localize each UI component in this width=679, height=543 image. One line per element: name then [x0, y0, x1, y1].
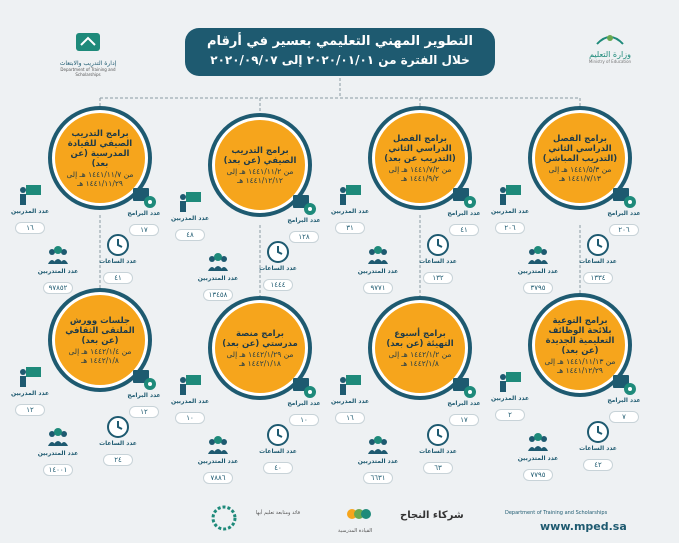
stat-label: عدد المدربين — [490, 395, 530, 402]
stat-trainers — [168, 372, 212, 424]
stat-label: عدد المتدربين — [197, 275, 239, 282]
stat-trainers — [8, 182, 52, 234]
stat-hours — [576, 232, 620, 284]
program-title: جلسات وورش الملتقى الثقافي (عن بعد) — [65, 315, 135, 346]
stat-value: ٧ — [609, 411, 639, 423]
stat-programs — [122, 184, 166, 236]
stat-trainers — [8, 364, 52, 416]
program-title: برامج الفصل الدراسي الثاني (التدريب المباشر) — [542, 133, 618, 164]
stat-label: عدد المتدربين — [517, 455, 559, 462]
stat-value: ٣٧٩٥ — [523, 282, 553, 294]
stat-value: ٦٣ — [423, 462, 453, 474]
stat-trainers — [488, 182, 532, 234]
stat-value: ٩٧٨٥٢ — [43, 282, 73, 294]
stat-value: ١٧ — [449, 414, 479, 426]
stat-value: ٤٠ — [263, 462, 293, 474]
trainers-icon — [497, 182, 523, 208]
stat-value: ١٦ — [15, 222, 45, 234]
trainees-icon — [525, 429, 551, 455]
trainers-icon — [177, 372, 203, 398]
footer-dept: Department of Training and Scholarships — [505, 510, 608, 516]
page-subtitle: خلال الفترة من ٢٠٢٠/٠١/٠١ إلى ٢٠٢٠/٠٩/٠٧ — [210, 53, 470, 67]
stat-label: عدد الساعات — [259, 448, 297, 455]
program-dates: من ١٤٤١/٧/٢ هـ إلى ١٤٤١/٩/٢ هـ — [388, 164, 452, 183]
programs-icon — [291, 374, 317, 400]
stat-programs — [442, 374, 486, 426]
stat-hours — [256, 422, 300, 474]
stat-label: عدد المدربين — [10, 208, 50, 215]
program-title: برامج منصة مدرستي (عن بعد) — [222, 328, 298, 349]
stat-programs — [282, 374, 326, 426]
stat-value: ١٢٨ — [289, 231, 319, 243]
stat-label: عدد البرامج — [447, 400, 481, 407]
programs-icon — [131, 366, 157, 392]
title-banner — [185, 28, 495, 76]
stat-value: ١٤٠٠١ — [43, 464, 73, 476]
stat-label: عدد البرامج — [607, 210, 641, 217]
stat-trainees — [356, 432, 400, 484]
program-dates: من ١٤٤١/١١/٧ هـ إلى ١٤٤١/١١/٢٩ هـ — [66, 169, 134, 188]
stat-value: ٣١ — [335, 222, 365, 234]
stat-label: عدد المتدربين — [37, 450, 79, 457]
stat-label: عدد الساعات — [99, 440, 137, 447]
program-title: برامج التدريب الصيفي للقيادة المدرسية (عن بعد) — [67, 128, 133, 169]
stat-value: ٤١ — [449, 224, 479, 236]
stat-value: ٢٤ — [103, 454, 133, 466]
stat-trainers — [168, 189, 212, 241]
stat-value: ١٣٤٥٨ — [203, 289, 233, 301]
stat-label: عدد الساعات — [99, 258, 137, 265]
stat-programs — [602, 184, 646, 236]
center-logo-icon — [210, 504, 238, 532]
trainers-icon — [17, 364, 43, 390]
stat-value: ٩٧٧١ — [363, 282, 393, 294]
stat-hours — [256, 239, 300, 291]
trainers-icon — [17, 182, 43, 208]
stat-trainees — [36, 424, 80, 476]
stat-value: ٤٢ — [583, 459, 613, 471]
stat-programs — [602, 371, 646, 423]
stat-programs — [122, 366, 166, 418]
stat-label: عدد المتدربين — [357, 268, 399, 275]
trainees-icon — [365, 242, 391, 268]
stat-value: ١٢ — [129, 406, 159, 418]
program-dates: من ١٤٤٢/١/٤ هـ إلى ١٤٤٢/١/٨ هـ — [68, 346, 132, 365]
stat-value: ١٣٣٤ — [583, 272, 613, 284]
stat-label: عدد المتدربين — [517, 268, 559, 275]
stat-label: عدد المدربين — [330, 398, 370, 405]
stat-value: ٦٦٣١ — [363, 472, 393, 484]
trainers-icon — [337, 372, 363, 398]
stat-trainees — [516, 429, 560, 481]
program-dates: من ١٤٤٢/١/٢٩ هـ إلى ١٤٤٢/١/١٨ هـ — [226, 349, 294, 368]
stat-label: عدد الساعات — [419, 448, 457, 455]
stat-trainers — [488, 369, 532, 421]
programs-icon — [451, 184, 477, 210]
madrasati-label: القيادة المدرسية — [338, 528, 373, 534]
stat-label: عدد البرامج — [287, 400, 321, 407]
stat-value: ١٢ — [15, 404, 45, 416]
stat-label: عدد المدربين — [330, 208, 370, 215]
stat-programs — [442, 184, 486, 236]
stat-label: عدد الساعات — [579, 258, 617, 265]
stat-trainees — [516, 242, 560, 294]
stat-hours — [416, 232, 460, 284]
stat-trainees — [196, 249, 240, 301]
program-title: برامج أسبوع التهيئة (عن بعد) — [386, 328, 454, 349]
stat-hours — [416, 422, 460, 474]
stat-value: ١٣٢ — [423, 272, 453, 284]
programs-icon — [451, 374, 477, 400]
hours-icon — [105, 414, 131, 440]
stat-label: عدد الساعات — [259, 265, 297, 272]
stat-label: عدد البرامج — [287, 217, 321, 224]
program-title: برامج التدريب الصيفي (عن بعد) — [223, 145, 297, 166]
program-dates: من ١٤٤٢/١/٢ هـ إلى ١٤٤٢/١/٨ هـ — [388, 349, 452, 368]
stat-trainees — [196, 432, 240, 484]
stat-hours — [96, 232, 140, 284]
ministry-logo: وزارة التعليم Ministry of Education — [575, 30, 645, 64]
trainees-icon — [45, 424, 71, 450]
hours-icon — [265, 422, 291, 448]
trainers-icon — [337, 182, 363, 208]
stat-label: عدد الساعات — [419, 258, 457, 265]
programs-icon — [291, 191, 317, 217]
trainees-icon — [365, 432, 391, 458]
program-dates: من ١٤٤١/١١/١٣ هـ إلى ١٤٤١/١٢/٢٩ هـ — [544, 356, 616, 375]
trainees-icon — [205, 249, 231, 275]
stat-label: عدد الساعات — [579, 445, 617, 452]
footer-url[interactable]: www.mped.sa — [540, 520, 627, 533]
page-title: التطوير المهني التعليمي بعسير في أرقام — [207, 34, 473, 49]
stat-value: ٧٧٩٥ — [523, 469, 553, 481]
hours-icon — [425, 422, 451, 448]
stat-value: ٢ — [495, 409, 525, 421]
stat-trainees — [36, 242, 80, 294]
stat-value: ٧٨٨٦ — [203, 472, 233, 484]
training-dept-emblem-icon — [73, 30, 103, 54]
hours-icon — [265, 239, 291, 265]
stat-label: عدد المتدربين — [37, 268, 79, 275]
stat-value: ٤٨ — [175, 229, 205, 241]
program-title: برامج التوعية بلائحة الوظائف التعليمية الجديدة (عن بعد) — [545, 315, 615, 356]
stat-trainers — [328, 182, 372, 234]
madrasati-logo-icon — [345, 506, 373, 528]
programs-icon — [611, 184, 637, 210]
footer — [0, 498, 679, 543]
stat-value: ٤١ — [103, 272, 133, 284]
stat-hours — [576, 419, 620, 471]
stat-value: ٢٠٦ — [609, 224, 639, 236]
trainees-icon — [205, 432, 231, 458]
stat-label: عدد البرامج — [127, 392, 161, 399]
stat-label: عدد المدربين — [170, 215, 210, 222]
stat-value: ١٦ — [335, 412, 365, 424]
stat-value: ١٤٤٤ — [263, 279, 293, 291]
program-dates: من ١٤٤١/١١/٢ هـ إلى ١٤٤١/١٢/١٢ هـ — [226, 166, 294, 185]
programs-icon — [131, 184, 157, 210]
hours-icon — [425, 232, 451, 258]
stat-label: عدد البرامج — [447, 210, 481, 217]
stat-programs — [282, 191, 326, 243]
stat-label: عدد البرامج — [127, 210, 161, 217]
stat-trainers — [328, 372, 372, 424]
stat-label: عدد المدربين — [10, 390, 50, 397]
program-title: برامج الفصل الدراسي الثاني (التدريب عن بعد) — [384, 133, 456, 164]
trainees-icon — [525, 242, 551, 268]
stat-trainees — [356, 242, 400, 294]
trainees-icon — [45, 242, 71, 268]
stat-value: ٢٠٦ — [495, 222, 525, 234]
trainers-icon — [177, 189, 203, 215]
partners-label: شركاء النجاح — [400, 510, 464, 521]
program-dates: من ١٤٤١/٥/٣ هـ إلى ١٤٤١/٧/١٣ هـ — [548, 164, 612, 183]
stat-label: عدد المدربين — [170, 398, 210, 405]
programs-icon — [611, 371, 637, 397]
hours-icon — [585, 419, 611, 445]
hours-icon — [585, 232, 611, 258]
stat-label: عدد البرامج — [607, 397, 641, 404]
stat-label: عدد المدربين — [490, 208, 530, 215]
stat-hours — [96, 414, 140, 466]
training-dept-logo: إدارة التدريب والابتعاث Department of Training and Scholarships — [58, 30, 118, 77]
center-label: قائد ومتابعة تعليم أبها — [255, 510, 300, 516]
trainers-icon — [497, 369, 523, 395]
stat-value: ١٧ — [129, 224, 159, 236]
stat-label: عدد المتدربين — [357, 458, 399, 465]
ministry-emblem-icon — [595, 30, 625, 46]
stat-value: ١٠ — [289, 414, 319, 426]
stat-value: ١٠ — [175, 412, 205, 424]
hours-icon — [105, 232, 131, 258]
stat-label: عدد المتدربين — [197, 458, 239, 465]
